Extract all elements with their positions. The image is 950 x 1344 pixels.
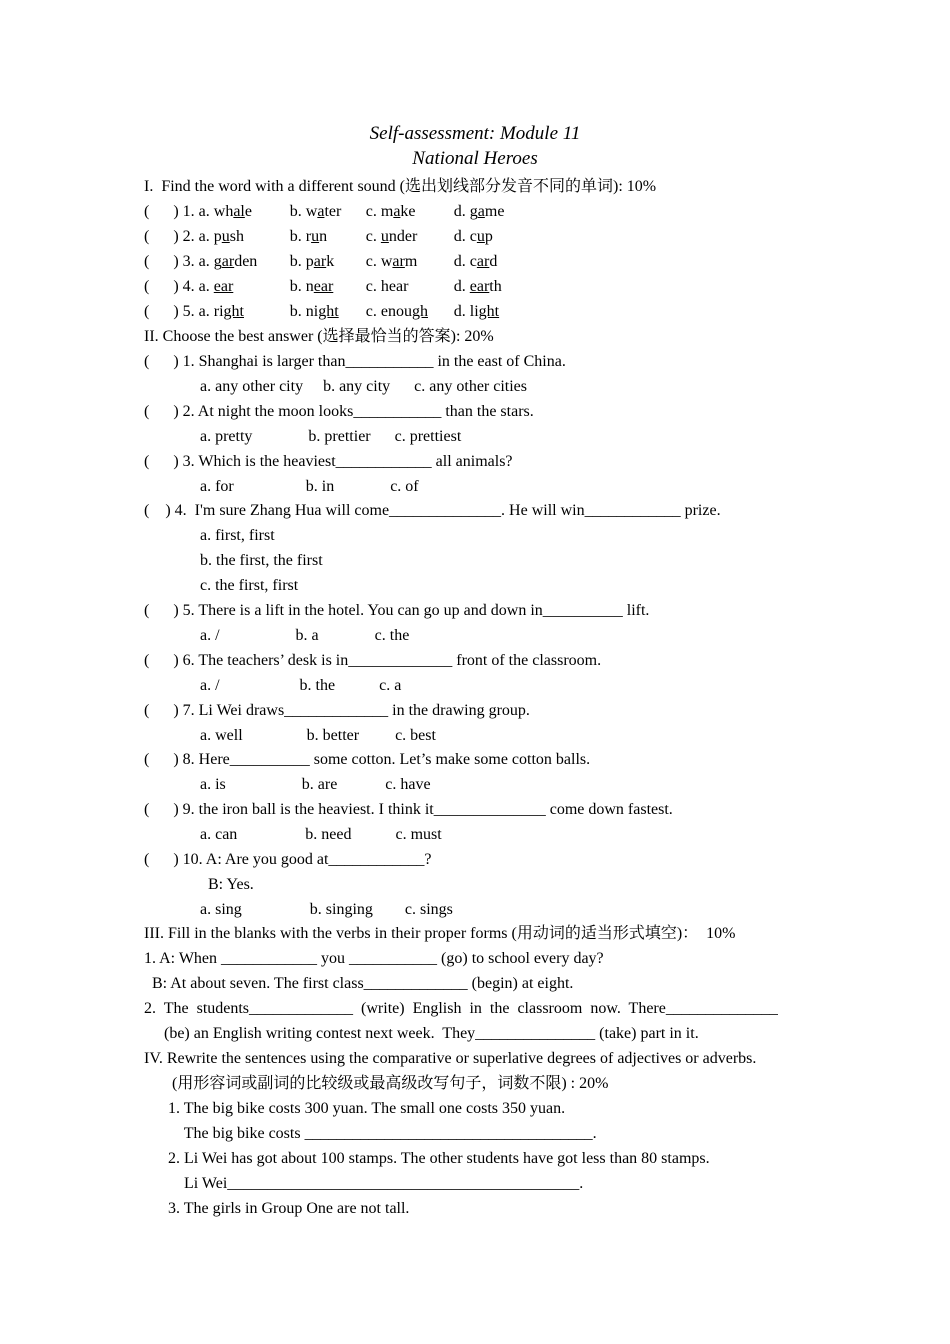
word-part: d. g	[453, 203, 478, 220]
choice-options: a. pretty b. prettier c. prettiest	[144, 427, 462, 445]
word-part: me	[484, 203, 505, 220]
section-2-heading: II. Choose the best answer (选择最恰当的答案): 20%	[144, 328, 494, 345]
option-b	[290, 228, 327, 245]
question-number: 1. a.	[178, 203, 214, 220]
word-part: ter	[324, 203, 342, 220]
section-3-heading: III. Fill in the blanks with the verbs in their proper forms (用动词的适当形式填空)： 10%	[144, 925, 736, 942]
choice-options: a. first, first	[144, 527, 275, 545]
choice-question: ( ) 6. The teachers’ desk is in_____________ front of the classroom.	[144, 651, 602, 669]
word-part: d. li	[453, 303, 479, 320]
option-a	[214, 203, 252, 220]
word-part: g	[213, 253, 222, 270]
underlined-sound: ar	[392, 253, 405, 270]
underlined-sound: ar	[476, 253, 490, 270]
option-a	[214, 303, 244, 320]
word-part: nder	[388, 228, 418, 245]
choice-options: a. well b. better c. best	[144, 726, 436, 744]
answer-bracket[interactable]: ( )	[144, 203, 179, 220]
option-c	[366, 253, 418, 270]
sound-question	[144, 299, 806, 324]
choice-options: a. sing b. singing c. sings	[144, 900, 453, 918]
option-d	[454, 253, 498, 270]
section-3-line-4: (be) an English writing contest next week. They_______________ (take) part in it.	[144, 1025, 699, 1042]
option-c	[366, 278, 409, 295]
word-part: n	[319, 228, 328, 245]
underlined-sound: a	[393, 203, 401, 220]
answer-bracket[interactable]: ( )	[144, 228, 179, 245]
word-part: b. w	[289, 203, 318, 220]
word-part: p	[213, 228, 222, 245]
word-part: d	[489, 253, 498, 270]
title-line-1: Self-assessment: Module 11	[369, 123, 581, 144]
word-part: b. p	[289, 253, 314, 270]
choice-question: ( ) 4. I'm sure Zhang Hua will come______________. He will win____________ prize.	[144, 502, 721, 520]
sound-question	[144, 274, 806, 299]
choice-options: B: Yes.	[144, 875, 254, 893]
word-part: b. n	[289, 278, 314, 295]
question-number: 3. a.	[178, 253, 214, 270]
underlined-sound: ear	[213, 278, 234, 295]
option-a	[214, 228, 244, 245]
word-part: k	[326, 253, 335, 270]
option-a	[214, 278, 234, 295]
word-part: d. c	[453, 253, 477, 270]
underlined-sound: ght	[318, 303, 339, 320]
underlined-sound: ght	[478, 303, 500, 320]
word-part: ke	[400, 203, 416, 220]
choice-question: ( ) 5. There is a lift in the hotel. You can go up and down in__________ lift.	[144, 602, 650, 619]
section-4-heading-2: (用形容词或副词的比较级或最高级改写句子，词数不限) : 20%	[144, 1075, 609, 1092]
word-part: d. c	[453, 228, 477, 245]
word-part: wh	[213, 203, 234, 220]
underlined-sound: a	[317, 203, 325, 220]
underlined-sound: ear	[313, 278, 334, 295]
underlined-sound: u	[221, 228, 230, 245]
section-3-line-2: B: At about seven. The first class_____________ (begin) at eight.	[144, 975, 574, 992]
answer-bracket[interactable]: ( )	[144, 278, 179, 295]
word-part: b. r	[289, 228, 312, 245]
word-part: c.	[365, 228, 381, 245]
underlined-sound: ar	[313, 253, 327, 270]
option-d	[454, 203, 505, 220]
word-part: m	[404, 253, 418, 270]
choice-question: ( ) 8. Here__________ some cotton. Let’s make some cotton balls.	[144, 751, 591, 769]
answer-bracket[interactable]: ( )	[144, 253, 179, 270]
word-part: d.	[453, 278, 470, 295]
word-part: c. w	[365, 253, 393, 270]
underlined-sound: ar	[221, 253, 235, 270]
sound-question	[144, 199, 806, 224]
sound-question	[144, 224, 806, 249]
option-d	[454, 278, 502, 295]
option-b	[290, 303, 339, 320]
option-d	[454, 303, 499, 320]
choice-options: a. / b. a c. the	[144, 626, 410, 644]
option-a	[214, 253, 258, 270]
choice-options: c. the first, first	[144, 577, 299, 595]
section-3-line-1: 1. A: When ____________ you ___________ (go) to school every day?	[144, 950, 604, 967]
title-line-2: National Heroes	[412, 148, 538, 169]
underlined-sound: u	[476, 228, 485, 245]
option-b	[290, 278, 334, 295]
choice-options: b. the first, the first	[144, 552, 323, 570]
choice-question: ( ) 7. Li Wei draws_____________ in the drawing group.	[144, 701, 530, 719]
choice-question: ( ) 3. Which is the heaviest____________ all animals?	[144, 452, 513, 470]
option-c	[366, 203, 416, 220]
answer-bracket[interactable]: ( )	[144, 303, 179, 320]
rewrite-line: 2. Li Wei has got about 100 stamps. The other students have got less than 80 stamps.	[144, 1150, 710, 1167]
word-part: c. m	[365, 203, 394, 220]
question-number: 2. a.	[178, 228, 214, 245]
section-4-heading: IV. Rewrite the sentences using the comparative or superlative degrees of adjectives or adverbs.	[144, 1050, 757, 1067]
underlined-sound: gh	[411, 303, 428, 320]
underlined-sound: ear	[469, 278, 490, 295]
underlined-sound: u	[380, 228, 389, 245]
choice-question: ( ) 10. A: Are you good at____________?	[144, 851, 432, 868]
choice-options: a. for b. in c. of	[144, 477, 419, 495]
word-part: c. enou	[365, 303, 412, 320]
option-c	[366, 228, 418, 245]
choice-question: ( ) 2. At night the moon looks___________ than the stars.	[144, 402, 534, 420]
rewrite-line: 3. The girls in Group One are not tall.	[144, 1200, 410, 1217]
word-part: den	[234, 253, 258, 270]
choice-options: a. / b. the c. a	[144, 676, 402, 694]
choice-options: a. is b. are c. have	[144, 776, 431, 794]
underlined-sound: al	[233, 203, 245, 220]
choice-question: ( ) 9. the iron ball is the heaviest. I think it______________ come down fastest.	[144, 801, 673, 819]
question-number: 5. a.	[178, 303, 214, 320]
rewrite-line: 1. The big bike costs 300 yuan. The small one costs 350 yuan.	[144, 1100, 566, 1117]
word-part: c. hear	[365, 278, 409, 295]
sound-question	[144, 249, 806, 274]
word-part: p	[484, 228, 493, 245]
option-c	[366, 303, 428, 320]
choice-options: a. can b. need c. must	[144, 826, 442, 844]
option-b	[290, 253, 334, 270]
underlined-sound: ght	[223, 303, 244, 320]
option-d	[454, 228, 493, 245]
word-part: ri	[213, 303, 224, 320]
choice-question: ( ) 1. Shanghai is larger than___________ in the east of China.	[144, 353, 566, 370]
underlined-sound: u	[311, 228, 320, 245]
word-part: b. ni	[289, 303, 319, 320]
word-part: e	[244, 203, 252, 220]
question-number: 4. a.	[178, 278, 214, 295]
choice-options: a. any other city b. any city c. any other cities	[144, 377, 528, 395]
rewrite-line: The big bike costs ____________________________________.	[144, 1125, 597, 1142]
section-3-line-3: 2. The students_____________ (write) English in the classroom now. There______________	[144, 1000, 778, 1017]
rewrite-line: Li Wei____________________________________________.	[144, 1175, 584, 1192]
word-part: th	[489, 278, 502, 295]
word-part: sh	[229, 228, 244, 245]
section-1-heading: I. Find the word with a different sound (选出划线部分发音不同的单词): 10%	[144, 178, 657, 195]
underlined-sound: a	[477, 203, 485, 220]
option-b	[290, 203, 342, 220]
